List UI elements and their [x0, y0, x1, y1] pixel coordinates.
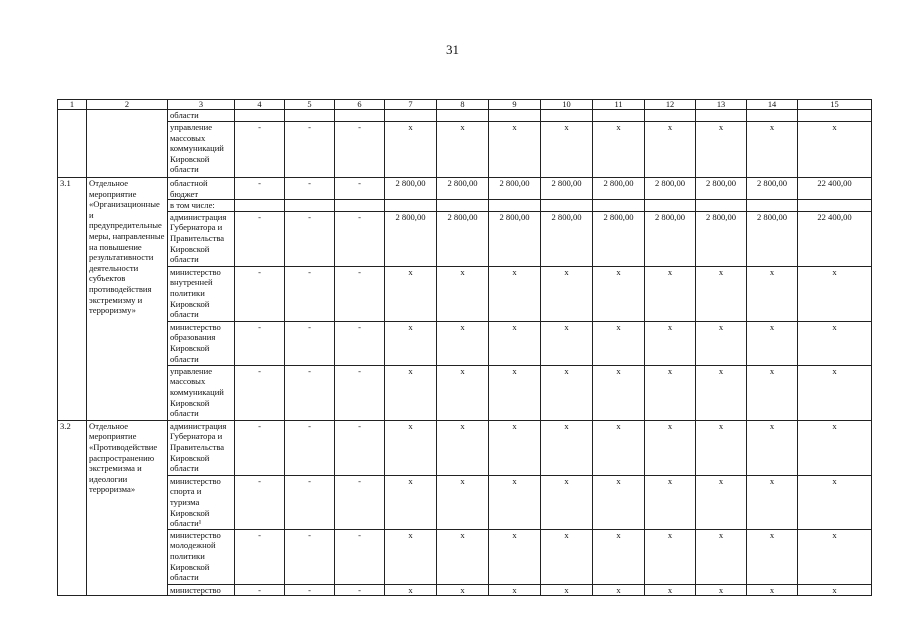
value-cell: х — [593, 584, 645, 596]
table-row — [58, 110, 872, 122]
value-cell: х — [437, 122, 489, 178]
page-number: 31 — [446, 42, 459, 57]
value-cell: х — [798, 584, 872, 596]
value-cell: х — [798, 122, 872, 178]
value-cell: х — [696, 365, 747, 420]
value-cell: - — [335, 321, 385, 365]
table-row — [58, 584, 872, 596]
value-cell: х — [489, 529, 541, 584]
header-cell: 7 — [385, 100, 437, 110]
value-cell: 2 800,00 — [747, 178, 798, 200]
activity-code: 3.2 — [58, 420, 87, 596]
value-cell: х — [593, 420, 645, 475]
header-cell: 6 — [335, 100, 385, 110]
value-cell: х — [645, 266, 696, 321]
header-cell: 10 — [541, 100, 593, 110]
value-cell: 22 400,00 — [798, 178, 872, 200]
value-cell: х — [696, 420, 747, 475]
value-cell: х — [489, 266, 541, 321]
value-cell: х — [645, 584, 696, 596]
value-cell: - — [335, 211, 385, 266]
value-cell: 2 800,00 — [593, 178, 645, 200]
value-cell: - — [335, 178, 385, 200]
value-cell: - — [335, 529, 385, 584]
value-cell: - — [235, 178, 285, 200]
value-cell: - — [235, 420, 285, 475]
header-cell: 8 — [437, 100, 489, 110]
value-cell: - — [285, 475, 335, 529]
header-cell: 3 — [168, 100, 235, 110]
value-cell: - — [235, 211, 285, 266]
value-cell: х — [798, 321, 872, 365]
value-cell: х — [645, 122, 696, 178]
value-cell: х — [437, 321, 489, 365]
table-row — [58, 266, 872, 321]
value-cell: 2 800,00 — [437, 211, 489, 266]
activity-name: Отдельное мероприятие «Противодействие распространению экстремизма и идеологии терроризма» — [87, 420, 168, 596]
value-cell: х — [696, 266, 747, 321]
value-cell: - — [285, 266, 335, 321]
value-cell: х — [489, 321, 541, 365]
agency-cell: администрация Губернатора и Правительства Кировской области — [168, 211, 235, 266]
value-cell: 2 800,00 — [437, 178, 489, 200]
value-cell: х — [541, 475, 593, 529]
value-cell: х — [645, 420, 696, 475]
value-cell: - — [335, 122, 385, 178]
value-cell: 2 800,00 — [696, 211, 747, 266]
value-cell: х — [437, 365, 489, 420]
value-cell: х — [437, 420, 489, 475]
agency-cell: министерство образования Кировской области — [168, 321, 235, 365]
value-cell: х — [696, 475, 747, 529]
value-cell: х — [593, 529, 645, 584]
table-row — [58, 529, 872, 584]
agency-cell: управление массовых коммуникаций Кировской области — [168, 122, 235, 178]
header-cell: 13 — [696, 100, 747, 110]
value-cell: х — [541, 365, 593, 420]
agency-cell: управление массовых коммуникаций Кировской области — [168, 365, 235, 420]
value-cell: х — [747, 420, 798, 475]
activity-code: 3.1 — [58, 178, 87, 421]
value-cell: х — [385, 321, 437, 365]
value-cell: 2 800,00 — [645, 178, 696, 200]
table-row — [58, 321, 872, 365]
agency-cell: администрация Губернатора и Правительства Кировской области — [168, 420, 235, 475]
header-cell: 12 — [645, 100, 696, 110]
header-cell: 9 — [489, 100, 541, 110]
value-cell: х — [489, 475, 541, 529]
value-cell: х — [696, 321, 747, 365]
value-cell: х — [645, 321, 696, 365]
value-cell: х — [696, 529, 747, 584]
agency-cell: областной бюджет — [168, 178, 235, 200]
value-cell: х — [385, 529, 437, 584]
agency-cell: министерство молодежной политики Кировской области — [168, 529, 235, 584]
value-cell: 2 800,00 — [385, 211, 437, 266]
agency-cell: министерство спорта и туризма Кировской области¹ — [168, 475, 235, 529]
value-cell: - — [285, 122, 335, 178]
value-cell: х — [798, 475, 872, 529]
value-cell: х — [437, 584, 489, 596]
value-cell: - — [235, 475, 285, 529]
value-cell: х — [437, 266, 489, 321]
value-cell: - — [335, 420, 385, 475]
activity-name: Отдельное мероприятие «Организационные и предупредительные меры, направленные на повышение результативности деятельности субъектов противодействия экстремизму и терроризму» — [87, 178, 168, 421]
value-cell: х — [696, 584, 747, 596]
value-cell: - — [335, 475, 385, 529]
header-cell: 15 — [798, 100, 872, 110]
value-cell: - — [285, 321, 335, 365]
value-cell: х — [798, 365, 872, 420]
value-cell: х — [489, 584, 541, 596]
value-cell: 2 800,00 — [489, 178, 541, 200]
value-cell: х — [541, 529, 593, 584]
value-cell: х — [593, 321, 645, 365]
value-cell: 2 800,00 — [541, 211, 593, 266]
value-cell: х — [798, 420, 872, 475]
code-cell — [58, 110, 87, 178]
value-cell: - — [285, 365, 335, 420]
value-cell: х — [385, 420, 437, 475]
value-cell: - — [335, 266, 385, 321]
table-row — [58, 200, 872, 212]
value-cell: х — [489, 122, 541, 178]
table-row — [58, 211, 872, 266]
value-cell: - — [285, 529, 335, 584]
value-cell: х — [541, 584, 593, 596]
value-cell: х — [489, 420, 541, 475]
header-cell: 1 — [58, 100, 87, 110]
value-cell: х — [645, 529, 696, 584]
table-row — [58, 475, 872, 529]
value-cell: х — [593, 122, 645, 178]
table-row — [58, 178, 872, 200]
value-cell: 2 800,00 — [541, 178, 593, 200]
value-cell: х — [385, 584, 437, 596]
agency-cell: в том числе: — [168, 200, 235, 212]
value-cell: - — [285, 211, 335, 266]
value-cell: - — [335, 365, 385, 420]
value-cell: 2 800,00 — [489, 211, 541, 266]
value-cell: - — [285, 584, 335, 596]
value-cell: х — [747, 266, 798, 321]
value-cell: х — [747, 529, 798, 584]
value-cell: х — [747, 584, 798, 596]
value-cell: х — [385, 475, 437, 529]
header-cell: 5 — [285, 100, 335, 110]
value-cell: х — [645, 475, 696, 529]
value-cell: 2 800,00 — [645, 211, 696, 266]
value-cell: х — [593, 475, 645, 529]
header-cell: 4 — [235, 100, 285, 110]
value-cell: х — [489, 365, 541, 420]
value-cell: х — [437, 529, 489, 584]
value-cell: х — [798, 266, 872, 321]
value-cell: - — [235, 365, 285, 420]
value-cell: х — [385, 122, 437, 178]
value-cell: х — [541, 266, 593, 321]
value-cell: х — [747, 122, 798, 178]
value-cell: х — [593, 365, 645, 420]
header-cell: 14 — [747, 100, 798, 110]
agency-cell: министерство внутренней политики Кировской области — [168, 266, 235, 321]
value-cell: х — [798, 529, 872, 584]
value-cell: х — [645, 365, 696, 420]
value-cell: х — [747, 475, 798, 529]
value-cell: х — [385, 266, 437, 321]
value-cell: х — [593, 266, 645, 321]
value-cell: - — [335, 584, 385, 596]
header-cell: 11 — [593, 100, 645, 110]
value-cell: х — [437, 475, 489, 529]
value-cell: х — [747, 321, 798, 365]
value-cell: - — [235, 321, 285, 365]
value-cell: - — [235, 529, 285, 584]
value-cell: х — [747, 365, 798, 420]
value-cell: 2 800,00 — [747, 211, 798, 266]
value-cell: х — [696, 122, 747, 178]
value-cell: - — [235, 122, 285, 178]
agency-cell: министерство — [168, 584, 235, 596]
header-row — [58, 100, 872, 110]
value-cell: х — [541, 122, 593, 178]
table-row — [58, 122, 872, 178]
table-row — [58, 365, 872, 420]
value-cell: 2 800,00 — [385, 178, 437, 200]
value-cell: - — [235, 266, 285, 321]
agency-cell: области — [168, 110, 235, 122]
value-cell: х — [541, 420, 593, 475]
value-cell: х — [541, 321, 593, 365]
budget-table — [57, 99, 872, 596]
header-cell: 2 — [87, 100, 168, 110]
value-cell: 2 800,00 — [696, 178, 747, 200]
value-cell: - — [285, 420, 335, 475]
value-cell: - — [235, 584, 285, 596]
value-cell: - — [285, 178, 335, 200]
value-cell: 22 400,00 — [798, 211, 872, 266]
value-cell: х — [385, 365, 437, 420]
activity-cell — [87, 110, 168, 178]
value-cell: 2 800,00 — [593, 211, 645, 266]
table-row — [58, 420, 872, 475]
